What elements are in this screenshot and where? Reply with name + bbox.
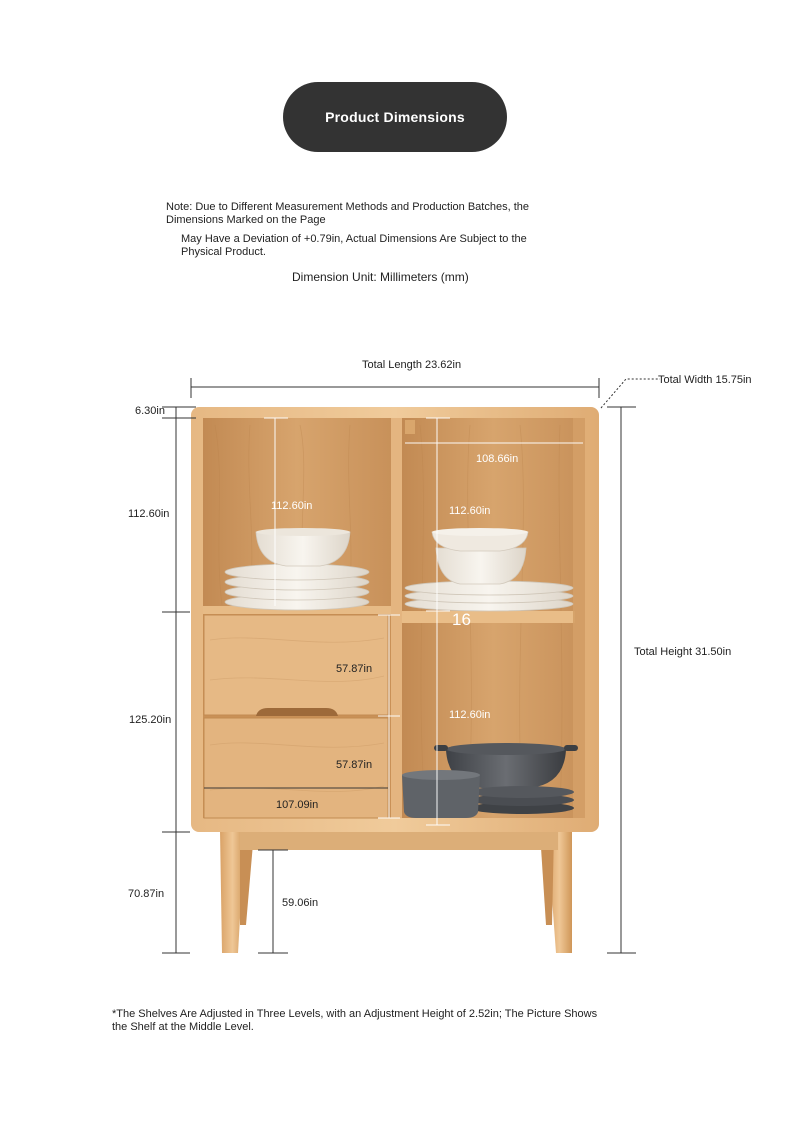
inner-width-label: 108.66in	[476, 453, 519, 465]
right-lower-label: 112.60in	[449, 709, 491, 721]
header-title: Product Dimensions	[325, 109, 465, 125]
top-thickness-label: 6.30in	[135, 405, 165, 417]
drawer-top-height-label: 57.87in	[336, 663, 373, 675]
total-length-label: Total Length 23.62in	[362, 359, 462, 371]
note-line-2: Dimensions Marked on the Page	[166, 214, 326, 226]
upper-section-label: 112.60in	[128, 508, 170, 520]
left-compartment-label: 112.60in	[271, 500, 313, 512]
footnote-line-1: *The Shelves Are Adjusted in Three Levels, with an Adjustment Height of 2.52in; The Picture Shows	[112, 1008, 598, 1020]
glass-door-frame	[573, 418, 585, 818]
glass-door-hinge-top	[405, 420, 415, 434]
shelf-thickness-label: 16	[452, 610, 471, 629]
note-line-3: May Have a Deviation of +0.79in, Actual Dimensions Are Subject to the	[181, 233, 527, 245]
leg-height-label: 70.87in	[128, 888, 165, 900]
gray-bowl	[402, 775, 480, 818]
note-line-1: Note: Due to Different Measurement Methods and Production Batches, the	[166, 201, 529, 213]
dimension-unit-label: Dimension Unit: Millimeters (mm)	[292, 270, 469, 284]
right-upper-label: 112.60in	[449, 505, 491, 517]
total-width-label: Total Width 15.75in	[658, 374, 752, 386]
total-height-label: Total Height 31.50in	[634, 646, 732, 658]
apron	[240, 830, 558, 850]
drawer-width-label: 107.09in	[276, 799, 319, 811]
leg-clearance-label: 59.06in	[282, 897, 319, 909]
footnote-line-2: the Shelf at the Middle Level.	[112, 1021, 254, 1033]
center-divider	[391, 418, 402, 818]
bowl-right-bottom	[436, 548, 526, 584]
lower-section-label: 125.20in	[129, 714, 172, 726]
note-line-4: Physical Product.	[181, 246, 266, 258]
shelf-adjustment-footnote	[112, 1008, 672, 1034]
drawer-bottom-height-label: 57.87in	[336, 759, 373, 771]
right-shelf	[402, 611, 575, 623]
dark-plate-3	[470, 786, 574, 798]
drawer-handle	[256, 708, 338, 716]
